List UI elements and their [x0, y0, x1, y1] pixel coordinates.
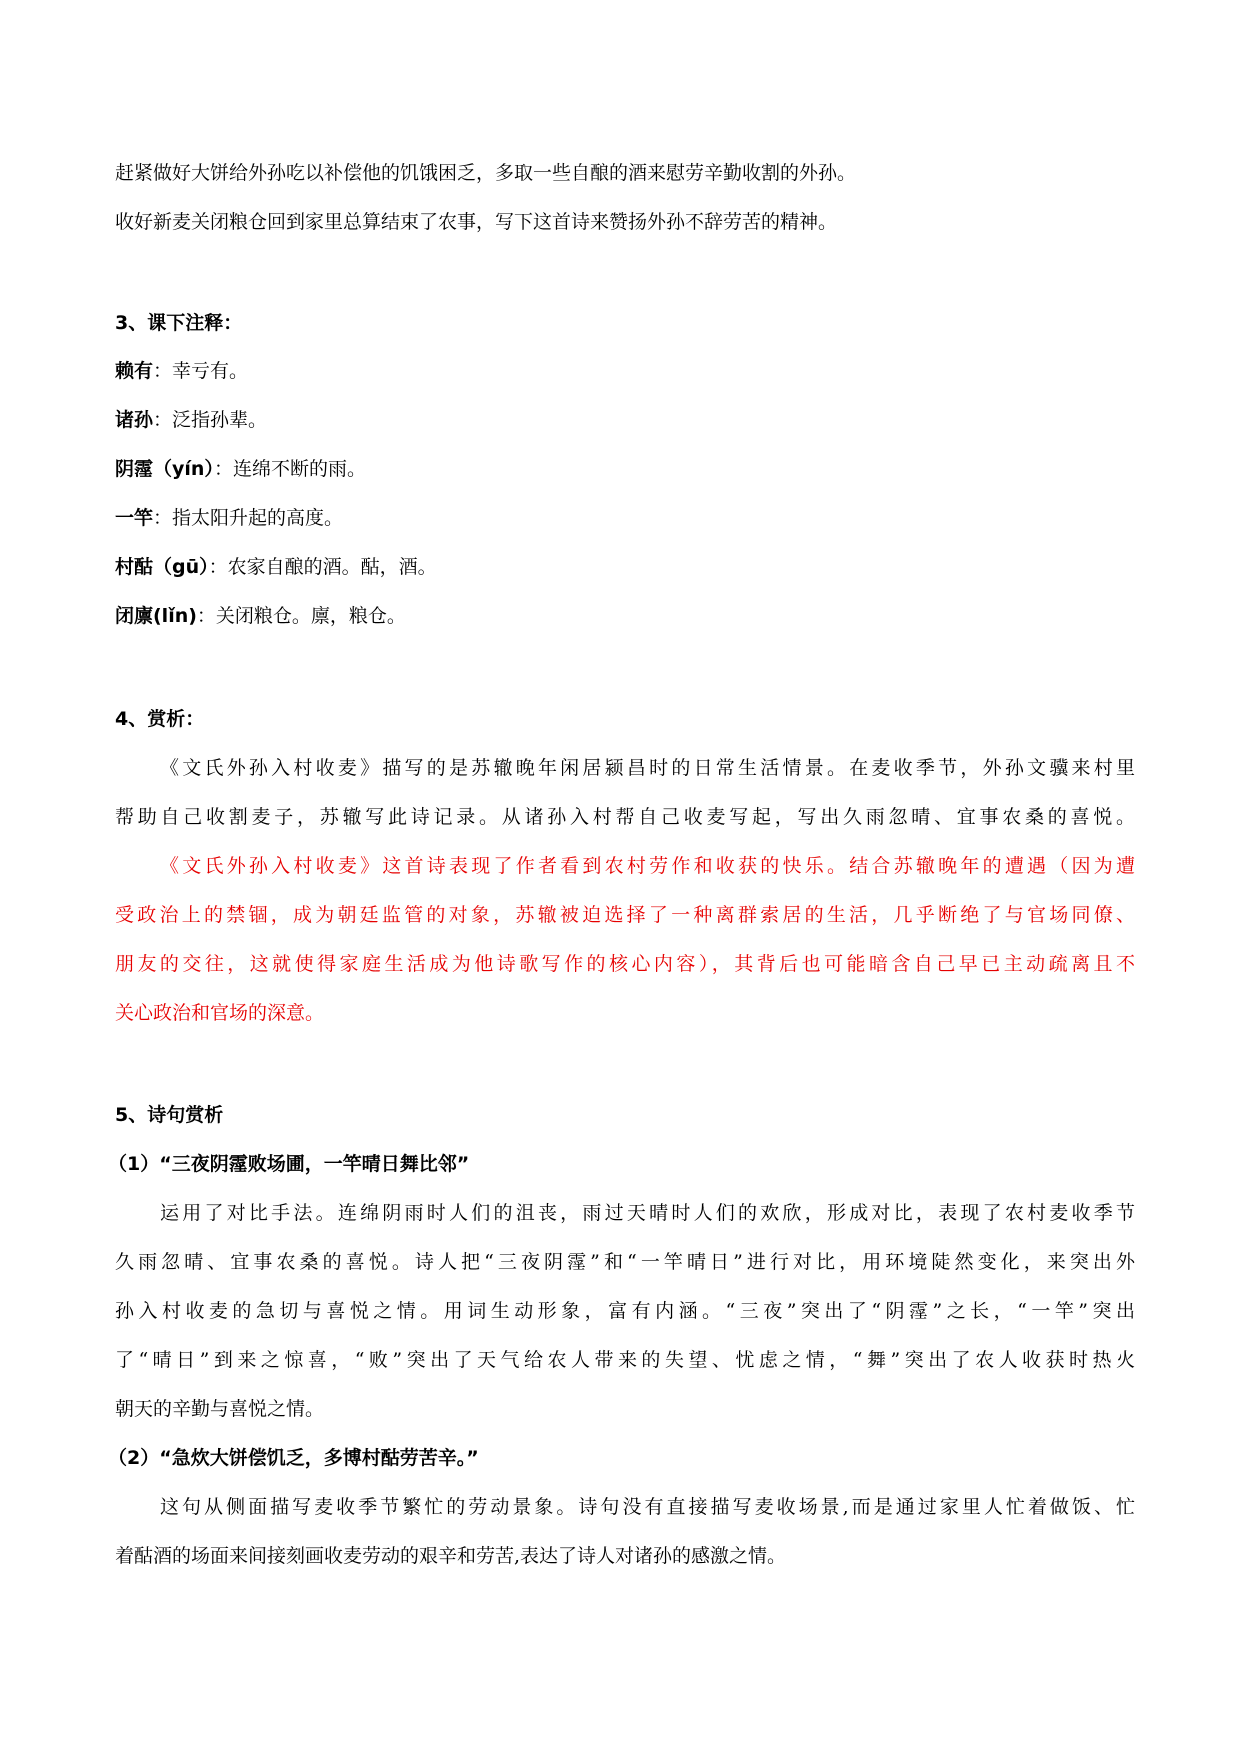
note-def: ：指太阳升起的高度。 — [153, 507, 344, 529]
note-item — [115, 554, 1135, 580]
highlight-line: 受政治上的禁锢，成为朝廷监管的对象，苏辙被迫选择了一种离群索居的生活，几乎断绝了与官场同僚、 — [115, 904, 1135, 926]
appreciation-heading: 4、赏析： — [115, 708, 205, 730]
highlight-line: 朋友的交往，这就使得家庭生活成为他诗歌写作的核心内容），其背后也可能暗含自己早已主动疏离且不 — [115, 953, 1135, 975]
quote-analysis-line: 这句从侧面描写麦收季节繁忙的劳动景象。诗句没有直接描写麦收场景,而是通过家里人忙着做饭、忙 — [160, 1496, 1135, 1518]
note-term: 阴霪（yín） — [115, 458, 214, 480]
note-item — [115, 358, 1135, 384]
note-item — [115, 407, 1135, 433]
appreciation-line: 帮助自己收割麦子，苏辙写此诗记录。从诸孙入村帮自己收麦写起，写出久雨忽晴、宜事农桑的喜悦。 — [115, 806, 1135, 828]
quote-analysis-line: 孙入村收麦的急切与喜悦之情。用词生动形象，富有内涵。“三夜”突出了“阴霪”之长，“一竿”突出 — [115, 1300, 1135, 1322]
note-term: 诸孙 — [115, 409, 154, 431]
note-term: 一竿 — [115, 507, 154, 529]
quote-title: （2）“急炊大饼偿饥乏，多博村酤劳苦辛。” — [108, 1447, 479, 1469]
quote-analysis-line: 久雨忽晴、宜事农桑的喜悦。诗人把“三夜阴霪”和“一竿晴日”进行对比，用环境陡然变化，来突出外 — [115, 1251, 1135, 1273]
note-item — [115, 505, 1135, 531]
quote-analysis-line: 朝天的辛勤与喜悦之情。 — [115, 1398, 325, 1420]
note-item — [115, 456, 1135, 482]
note-def: ：关闭粮仓。廪，粮仓。 — [196, 605, 406, 627]
lines-heading: 5、诗句赏析 — [115, 1104, 224, 1126]
highlight-line: 关心政治和官场的深意。 — [115, 1002, 325, 1024]
quote-analysis-line: 着酤酒的场面来间接刻画收麦劳动的艰辛和劳苦,表达了诗人对诸孙的感激之情。 — [115, 1545, 787, 1567]
intro-line: 赶紧做好大饼给外孙吃以补偿他的饥饿困乏，多取一些自酿的酒来慰劳辛勤收割的外孙。 — [115, 162, 857, 184]
quote-analysis-line: 运用了对比手法。连绵阴雨时人们的沮丧，雨过天晴时人们的欢欣，形成对比，表现了农村麦收季节 — [160, 1202, 1135, 1224]
intro-line: 收好新麦关闭粮仓回到家里总算结束了农事，写下这首诗来赞扬外孙不辞劳苦的精神。 — [115, 211, 838, 233]
note-def: ：幸亏有。 — [153, 360, 249, 382]
quote-analysis-line: 了“晴日”到来之惊喜，“败”突出了天气给农人带来的失望、忧虑之情，“舞”突出了农人收获时热火 — [115, 1349, 1135, 1371]
note-term: 闭廪(lǐn) — [115, 605, 197, 627]
note-def: ：连绵不断的雨。 — [213, 458, 366, 480]
note-term: 村酤（gū） — [115, 556, 209, 578]
note-def: ：泛指孙辈。 — [153, 409, 268, 431]
note-def: ：农家自酿的酒。酤，酒。 — [208, 556, 437, 578]
appreciation-line: 《文氏外孙入村收麦》描写的是苏辙晚年闲居颍昌时的日常生活情景。在麦收季节，外孙文骥来村里 — [160, 757, 1135, 779]
note-item — [115, 603, 1135, 629]
highlight-line: 《文氏外孙入村收麦》这首诗表现了作者看到农村劳作和收获的快乐。结合苏辙晚年的遭遇（因为遭 — [160, 855, 1135, 877]
note-term: 赖有 — [115, 360, 154, 382]
quote-title: （1）“三夜阴霪败场圃，一竿晴日舞比邻” — [108, 1153, 470, 1175]
notes-heading: 3、课下注释： — [115, 312, 243, 334]
